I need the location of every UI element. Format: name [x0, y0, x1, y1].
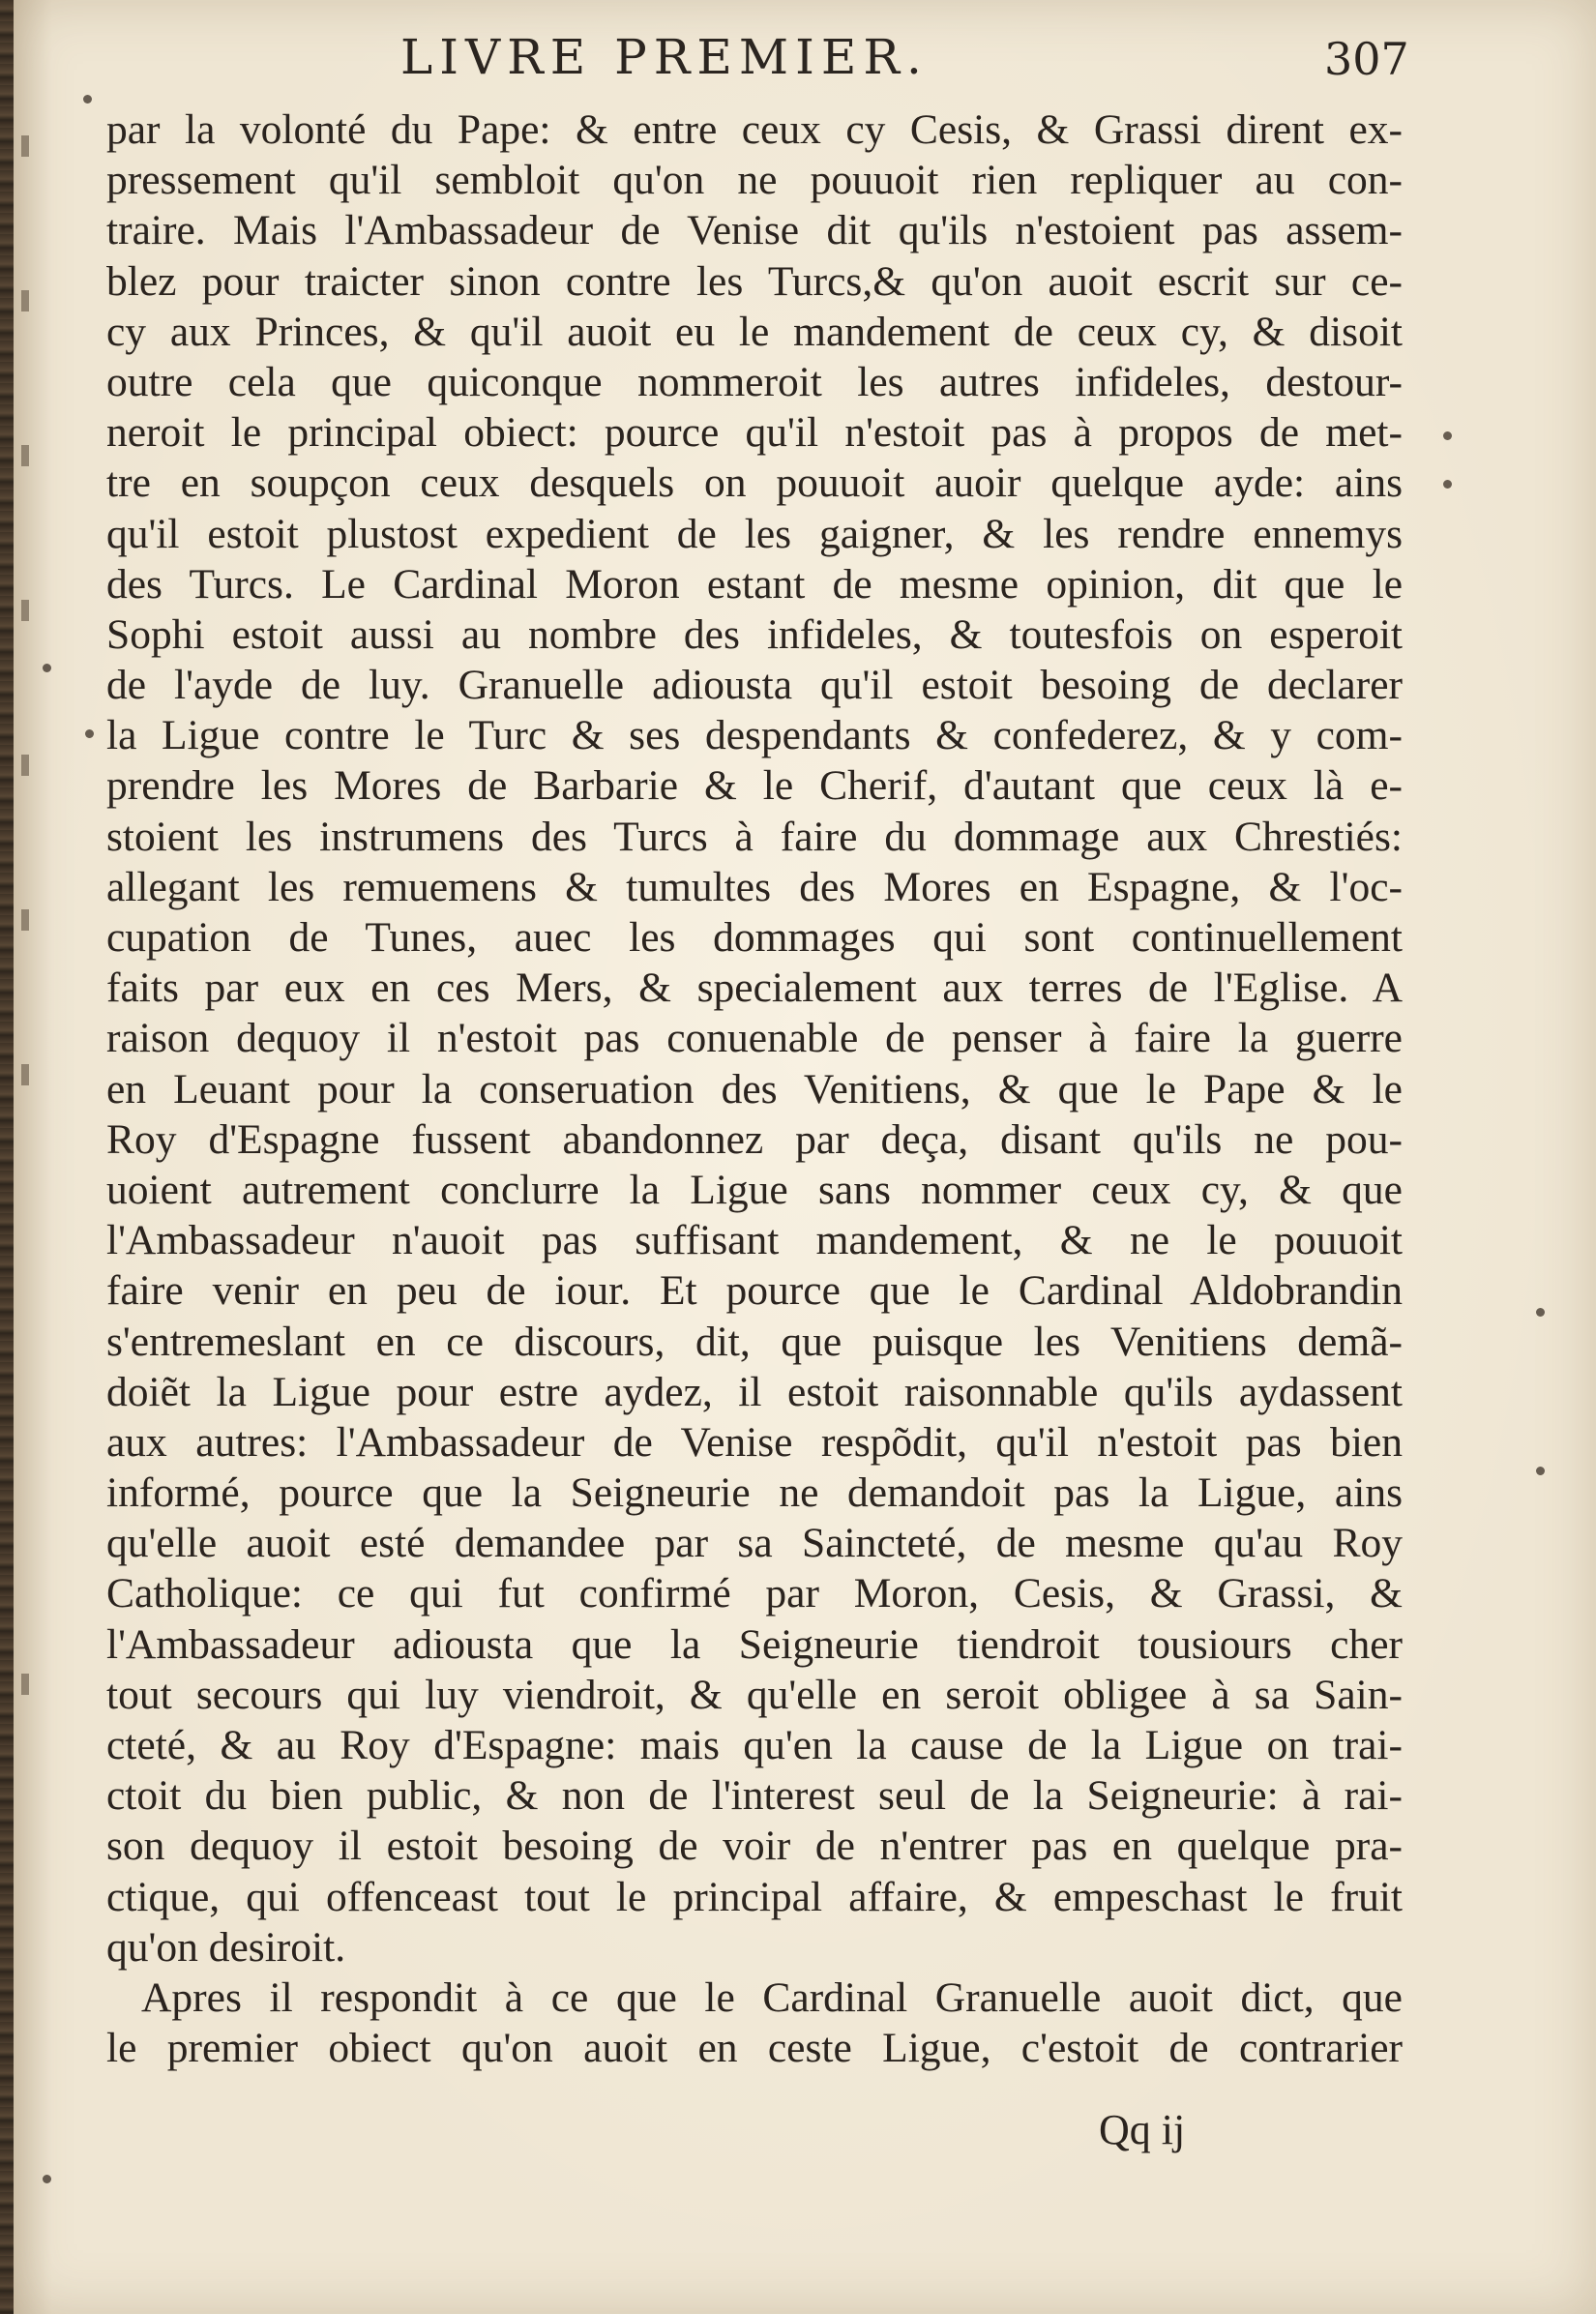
- margin-mark: [21, 755, 29, 776]
- text-line: en Leuant pour la conseruation des Venitiens, & que le Pape & le: [106, 1065, 1403, 1112]
- text-line: par la volonté du Pape: & entre ceux cy Cesis, & Grassi dirent ex-: [106, 106, 1403, 153]
- paragraph-2: [106, 1973, 1403, 2073]
- ink-speck: [43, 2175, 51, 2183]
- text-line: ctique, qui offenceast tout le principal affaire, & empeschast le fruit: [106, 1873, 1403, 1920]
- text-line: tre en soupçon ceux desquels on pouuoit auoir quelque ayde: ains: [106, 460, 1403, 507]
- text-line: Catholique: ce qui fut confirmé par Moron, Cesis, & Grassi, &: [106, 1570, 1403, 1617]
- text-line: stoient les instrumens des Turcs à faire du dommage aux Chrestiés:: [106, 813, 1403, 860]
- text-line: raison dequoy il n'estoit pas conuenable de penser à faire la guerre: [106, 1015, 1403, 1062]
- text-line: informé, pource que la Seigneurie ne demandoit pas la Ligue, ains: [106, 1469, 1403, 1517]
- text-line: s'entremeslant en ce discours, dit, que puisque les Venitiens demã-: [106, 1318, 1403, 1365]
- text-line: blez pour traicter sinon contre les Turcs,& qu'on auoit escrit sur ce-: [106, 257, 1403, 305]
- text-line: doiẽt la Ligue pour estre aydez, il estoit raisonnable qu'ils aydassent: [106, 1368, 1403, 1415]
- ink-speck: [1443, 480, 1452, 489]
- text-line: Roy d'Espagne fussent abandonnez par deça, disant qu'ils ne pou-: [106, 1115, 1403, 1163]
- page-number: 307: [1324, 33, 1409, 85]
- text-line: traire. Mais l'Ambassadeur de Venise dit qu'ils n'estoient pas assem-: [106, 207, 1403, 254]
- text-line: des Turcs. Le Cardinal Moron estant de mesme opinion, dit que le: [106, 560, 1403, 608]
- text-line: uoient autrement conclurre la Ligue sans nommer ceux cy, & que: [106, 1166, 1403, 1213]
- ink-speck: [85, 729, 94, 738]
- text-line: allegant les remuemens & tumultes des Mores en Espagne, & l'oc-: [106, 863, 1403, 910]
- text-line: l'Ambassadeur adiousta que la Seigneurie tiendroit tousiours cher: [106, 1620, 1403, 1668]
- text-line: son dequoy il estoit besoing de voir de n'entrer pas en quelque pra-: [106, 1823, 1403, 1870]
- text-line: cy aux Princes, & qu'il auoit eu le mandement de ceux cy, & disoit: [106, 308, 1403, 355]
- margin-mark: [21, 135, 29, 157]
- text-line: qu'elle auoit esté demandee par sa Saincteté, de mesme qu'au Roy: [106, 1520, 1403, 1567]
- book-page: [14, 0, 1596, 2314]
- ink-speck: [1536, 1308, 1545, 1317]
- text-line: Sophi estoit aussi au nombre des infideles, & toutesfois on esperoit: [106, 610, 1403, 658]
- text-line: cupation de Tunes, auec les dommages qui sont continuellement: [106, 914, 1403, 961]
- running-title: LIVRE PREMIER.: [400, 29, 929, 85]
- text-line: cteté, & au Roy d'Espagne: mais qu'en la cause de la Ligue on trai-: [106, 1722, 1403, 1768]
- text-line: la Ligue contre le Turc & ses despendants & confederez, & y com-: [106, 712, 1403, 759]
- text-line: prendre les Mores de Barbarie & le Cherif, d'autant que ceux là e-: [106, 762, 1403, 810]
- ink-speck: [1536, 1467, 1545, 1475]
- text-line: le premier obiect qu'on auoit en ceste Ligue, c'estoit de contrarier: [106, 2025, 1403, 2072]
- text-line: outre cela que quiconque nommeroit les autres infideles, destour-: [106, 358, 1403, 405]
- margin-mark: [21, 1674, 29, 1695]
- margin-mark: [21, 600, 29, 621]
- text-line: faire venir en peu de iour. Et pource que le Cardinal Aldobrandin: [106, 1267, 1403, 1315]
- text-line: l'Ambassadeur n'auoit pas suffisant mandement, & ne le pouuoit: [106, 1217, 1403, 1264]
- margin-mark: [21, 1064, 29, 1085]
- text-line: tout secours qui luy viendroit, & qu'elle en seroit obligee à sa Sain-: [106, 1671, 1403, 1718]
- ink-speck: [1443, 431, 1452, 440]
- signature-mark: Qq ij: [1099, 2106, 1186, 2153]
- paragraph-1: [106, 104, 1403, 1973]
- text-line: qu'on desiroit.: [106, 1923, 346, 1971]
- text-line: qu'il estoit plustost expedient de les gaigner, & les rendre ennemys: [106, 510, 1403, 557]
- text-line: ctoit du bien public, & non de l'interest seul de la Seigneurie: à rai-: [106, 1772, 1403, 1820]
- margin-mark: [21, 909, 29, 931]
- margin-mark: [21, 445, 29, 466]
- book-binding-edge: [0, 0, 14, 2314]
- margin-mark: [21, 290, 29, 312]
- body-text: [106, 104, 1403, 2073]
- page-header: [14, 29, 1596, 97]
- text-line: Apres il respondit à ce que le Cardinal Granuelle auoit dict, que: [141, 1973, 1403, 2021]
- text-line: faits par eux en ces Mers, & specialement aux terres de l'Eglise. A: [106, 964, 1403, 1012]
- ink-speck: [43, 664, 51, 672]
- text-line: aux autres: l'Ambassadeur de Venise respõdit, qu'il n'estoit pas bien: [106, 1418, 1403, 1466]
- text-line: neroit le principal obiect: pource qu'il n'estoit pas à propos de met-: [106, 409, 1403, 457]
- text-line: pressement qu'il sembloit qu'on ne pouuoit rien repliquer au con-: [106, 157, 1403, 204]
- text-line: de l'ayde de luy. Granuelle adiousta qu'il estoit besoing de declarer: [106, 662, 1403, 709]
- ink-speck: [83, 95, 92, 104]
